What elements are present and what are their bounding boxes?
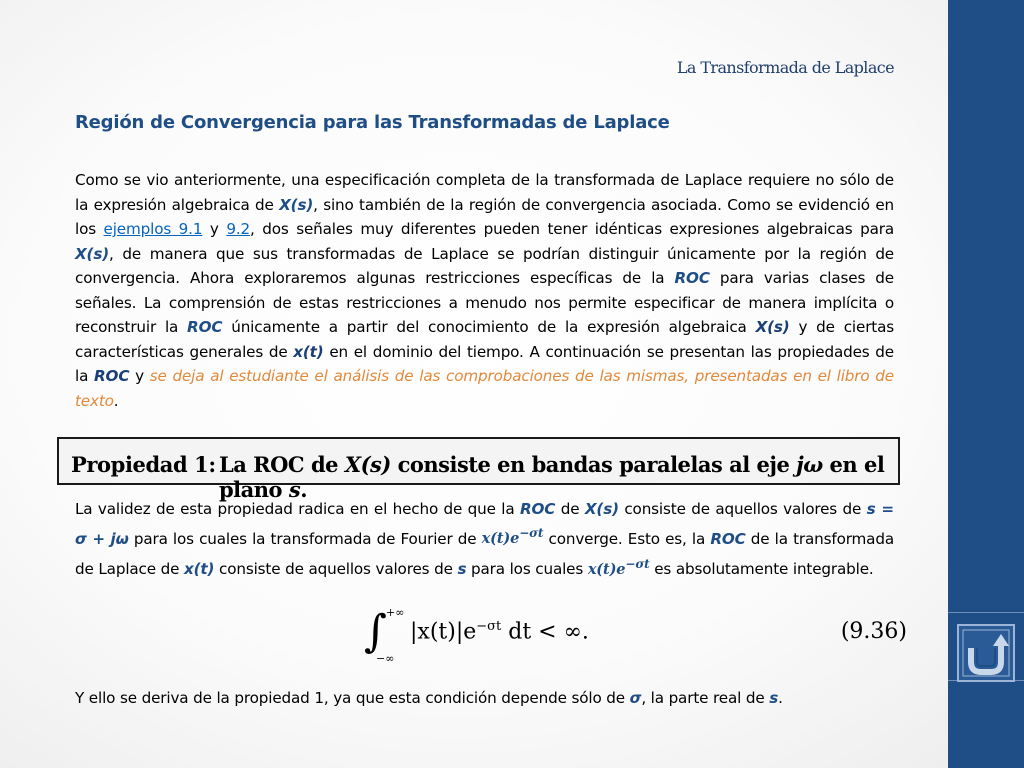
student-note: se deja al estudiante el análisis de las comprobaciones de las mismas, presentadas en el libro de texto xyxy=(75,367,894,410)
property-text: La ROC de X(s) consiste en bandas paralelas al eje jω en el plano s. xyxy=(219,452,885,502)
property-1-box xyxy=(57,437,900,502)
validity-paragraph: La validez de esta propiedad radica en el hecho de que la ROC de X(s) consiste de aquellos valores de s = σ + jω para los cuales la transformada de Fourier de $x(t)e^{-\sigma t}$ converge. Esto es, la ROC de la transformada de Laplace de x(t) consiste de aquellos valores de s para los cuales $x(t)e^{-\sigma t}$ es absolutamente integrable. xyxy=(75,500,894,578)
conclusion-paragraph: Y ello se deriva de la propiedad 1, ya que esta condición depende sólo de σ, la parte real de s. xyxy=(75,689,783,707)
integral-sign: ∫ xyxy=(364,606,387,657)
page-title: Región de Convergencia para las Transformadas de Laplace xyxy=(75,112,670,133)
slide-header: La Transformada de Laplace xyxy=(676,58,894,77)
return-button[interactable] xyxy=(957,624,1015,682)
xs-term: X(s) xyxy=(279,195,314,214)
sidebar-divider-top xyxy=(948,612,1024,613)
return-arrow-icon xyxy=(957,624,1015,682)
integral-lower-limit: −∞ xyxy=(376,652,395,665)
equation-number: (9.36) xyxy=(840,619,907,644)
equation-9-36 xyxy=(362,604,907,666)
intro-paragraph: Como se vio anteriormente, una especificación completa de la transformada de Laplace requiere no sólo de la expresión algebraica de X(s), sino también de la región de convergencia asociada. Como se evidenció en los ejemplos 9.1 y 9.2, dos señales muy diferentes pueden tener idénticas expresiones algebraicas para X(s), de manera que sus transformadas de Laplace se podrían distinguir únicamente por la región de convergencia. Ahora exploraremos algunas restricciones específicas de la ROC para varias clases de señales. La comprensión de estas restricciones a menudo nos permite especificar de manera implícita o reconstruir la ROC únicamente a partir del conocimiento de la expresión algebraica X(s) y de ciertas características generales de x(t) en el dominio del tiempo. A continuación se presentan las propiedades de la ROC y se deja al estudiante el análisis de las comprobaciones de las mismas, presentadas en el libro de texto. xyxy=(75,171,895,410)
integral-upper-limit: +∞ xyxy=(386,606,405,619)
math-xt-exp: $x(t)e^{-\sigma t}$ xyxy=(481,526,544,548)
property-label: Propiedad 1: xyxy=(71,452,216,477)
integrand: $|x(t)|e^{-\sigma t}$ dt < ∞. xyxy=(410,619,589,645)
link-9-2[interactable]: 9.2 xyxy=(226,220,251,238)
link-ejemplos-9-1[interactable]: ejemplos 9.1 xyxy=(103,220,203,238)
